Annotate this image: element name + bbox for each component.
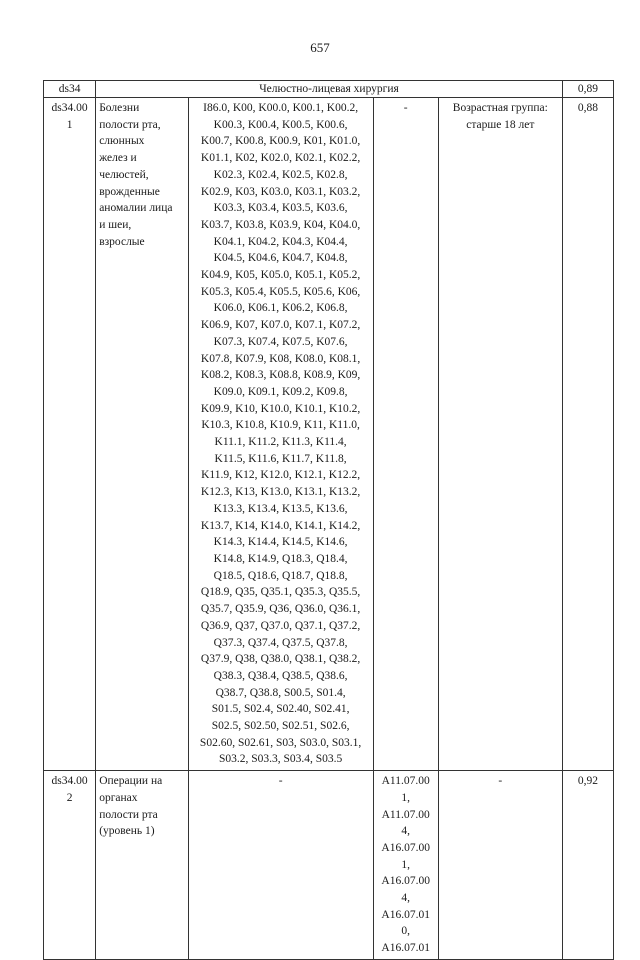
diagnosis-codes-list: I86.0, K00, K00.0, K00.1, K00.2, K00.3, K00.4, K00.5, K00.6, K00.7, K00.8, K00.9, K01, K01.0, K01.1, K02, K02.0, K02.1, K02.2, K02.3, K02.4, K02.5, K02.8, K02.9, K03, K03.0, K03.1, K03.2, K03.3, K03.4, K03.5, K03.6, K03.7, K03.8, K03.9, K04, K04.0, K04.1, K04.2, K04.3, K04.4, K04.5, K04.6, K04.7, K04.8, K04.9, K05, K05.0, K05.1, K05.2, K05.3, K05.4, K05.5, K05.6, K06, K06.0, K06.1, K06.2, K06.8, K06.9, K07, K07.0, K07.1, K07.2, K07.3, K07.4, K07.5, K07.6, K07.8, K07.9, K08, K08.0, K08.1, K08.2, K08.3, K08.8, K08.9, K09, K09.0, K09.1, K09.2, K09.8, K09.9, K10, K10.0, K10.1, K10.2, K10.3, K10.8, K10.9, K11, K11.0, K11.1, K11.2, K11.3, K11.4, K11.5, K11.6, K11.7, K11.8, K11.9, K12, K12.0, K12.1, K12.2, K12.3, K13, K13.0, K13.1, K13.2, K13.3, K13.4, K13.5, K13.6, K13.7, K14, K14.0, K14.1, K14.2, K14.3, K14.4, K14.5, K14.6, K14.8, K14.9, Q18.3, Q18.4, Q18.5, Q18.6, Q18.7, Q18.8, Q18.9, Q35, Q35.1, Q35.3, Q35.5, Q35.7, Q35.9, Q36, Q36.0, Q36.1, Q36.9, Q37, Q37.0, Q37.1, Q37.2, Q37.3, Q37.4, Q37.5, Q37.8, Q37.9, Q38, Q38.0, Q38.1, Q38.2, Q38.3, Q38.4, Q38.5, Q38.6, Q38.7, Q38.8, S00.5, S01.4, S01.5, S02.4, S02.40, S02.41, S02.5, S02.50, S02.51, S02.6, S02.60, S02.61, S03, S03.0, S03.1, S03.2, S03.3, S03.4, S03.5 — [199, 102, 362, 766]
page-number: 657 — [310, 40, 330, 55]
row-procedures-cell: - — [373, 98, 438, 771]
row-code-cell: ds34.00 1 — [44, 98, 96, 771]
tariff-table — [43, 80, 614, 960]
table-row — [44, 771, 614, 960]
section-code-cell: ds34 — [44, 81, 96, 98]
row-extra-criteria-cell: - — [438, 771, 562, 960]
row-diagnoses-cell — [188, 98, 373, 771]
row-name-cell: Операции на органах полости рта (уровень 1) — [96, 771, 188, 960]
row-name-cell: Болезни полости рта, слюнных желез и челюстей, врожденные аномалии лица и шеи, взрослые — [96, 98, 188, 771]
row-code-cell: ds34.00 2 — [44, 771, 96, 960]
row-procedures-cell: A11.07.00 1, A11.07.00 4, A16.07.00 1, A16.07.00 4, A16.07.01 0, A16.07.01 — [373, 771, 438, 960]
section-coefficient-cell: 0,89 — [562, 81, 613, 98]
row-coefficient-cell: 0,92 — [562, 771, 613, 960]
table-row — [44, 98, 614, 771]
row-diagnoses-cell: - — [188, 771, 373, 960]
section-title-cell: Челюстно-лицевая хирургия — [96, 81, 563, 98]
row-coefficient-cell: 0,88 — [562, 98, 613, 771]
section-header-row — [44, 81, 614, 98]
row-extra-criteria-cell: Возрастная группа: старше 18 лет — [438, 98, 562, 771]
